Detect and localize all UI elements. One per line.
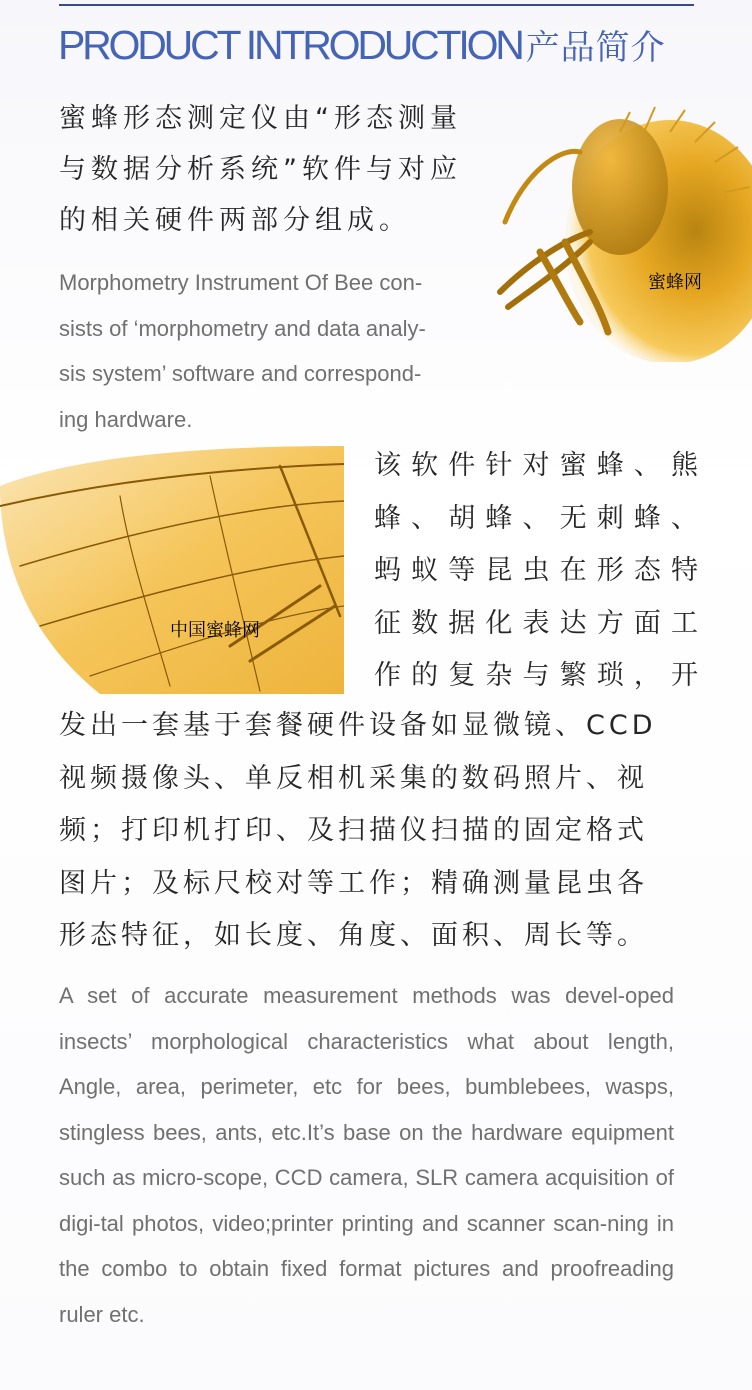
- text-line: 频；打印机打印、及扫描仪扫描的固定格式: [59, 815, 648, 846]
- text-line: 作的复杂与繁琐，开: [374, 660, 704, 691]
- text-line: 蜜蜂形态测定仪由“形态测量: [59, 103, 462, 134]
- bee-head-image: [470, 92, 752, 362]
- text-line: 征数据化表达方面工: [374, 607, 704, 639]
- insect-wing-image: [0, 446, 344, 694]
- image-watermark: 蜜蜂网: [648, 272, 702, 293]
- detail-chinese-paragraph: [59, 700, 699, 963]
- text-line: 该软件针对蜜蜂、熊: [374, 450, 704, 481]
- top-rule: [59, 4, 694, 6]
- heading-chinese: 产品简介: [525, 28, 666, 68]
- text-line: 蚂蚁等昆虫在形态特: [374, 555, 704, 586]
- image-watermark: 中国蜜蜂网: [170, 620, 260, 641]
- intro-chinese-paragraph: [59, 93, 509, 246]
- heading-english: PRODUCT INTRODUCTION: [58, 22, 522, 68]
- text-line: 与数据分析系统”软件与对应: [59, 154, 462, 185]
- text-line: 视频摄像头、单反相机采集的数码照片、视: [59, 762, 648, 794]
- text-line: sis system’ software and correspond-: [59, 361, 422, 386]
- detail-english-paragraph: A set of accurate measurement methods was devel-oped insects’ morphological characteristics what about length, Angle, area, perimeter, etc for bees, bumblebees, wasps, stingless bees, ants, etc.It’s base on the hardware equipment such as micro-scope, CCD camera, SLR camera acquisition of digi-tal photos, video;printer printing and scanner scan-ning in the combo to obtain fixed format pictures and proofreading ruler etc.: [59, 983, 674, 1327]
- text-line: sists of ‘morphometry and data analy-: [59, 315, 426, 341]
- text-line: 的相关硬件两部分组成。: [59, 205, 411, 236]
- intro-english-paragraph: [59, 260, 499, 442]
- text-line: 形态特征，如长度、角度、面积、周长等。: [59, 920, 648, 951]
- text-line: 图片；及标尺校对等工作；精确测量昆虫各: [59, 867, 648, 899]
- text-line: Morphometry Instrument Of Bee con-: [59, 270, 423, 295]
- text-line: ing hardware.: [59, 406, 193, 432]
- detail-chinese-paragraph-side: [374, 440, 704, 703]
- text-line: 发出一套基于套餐硬件设备如显微镜、CCD: [59, 710, 657, 741]
- section-heading: [58, 20, 718, 74]
- text-line: 蜂、胡蜂、无刺蜂、: [374, 502, 704, 534]
